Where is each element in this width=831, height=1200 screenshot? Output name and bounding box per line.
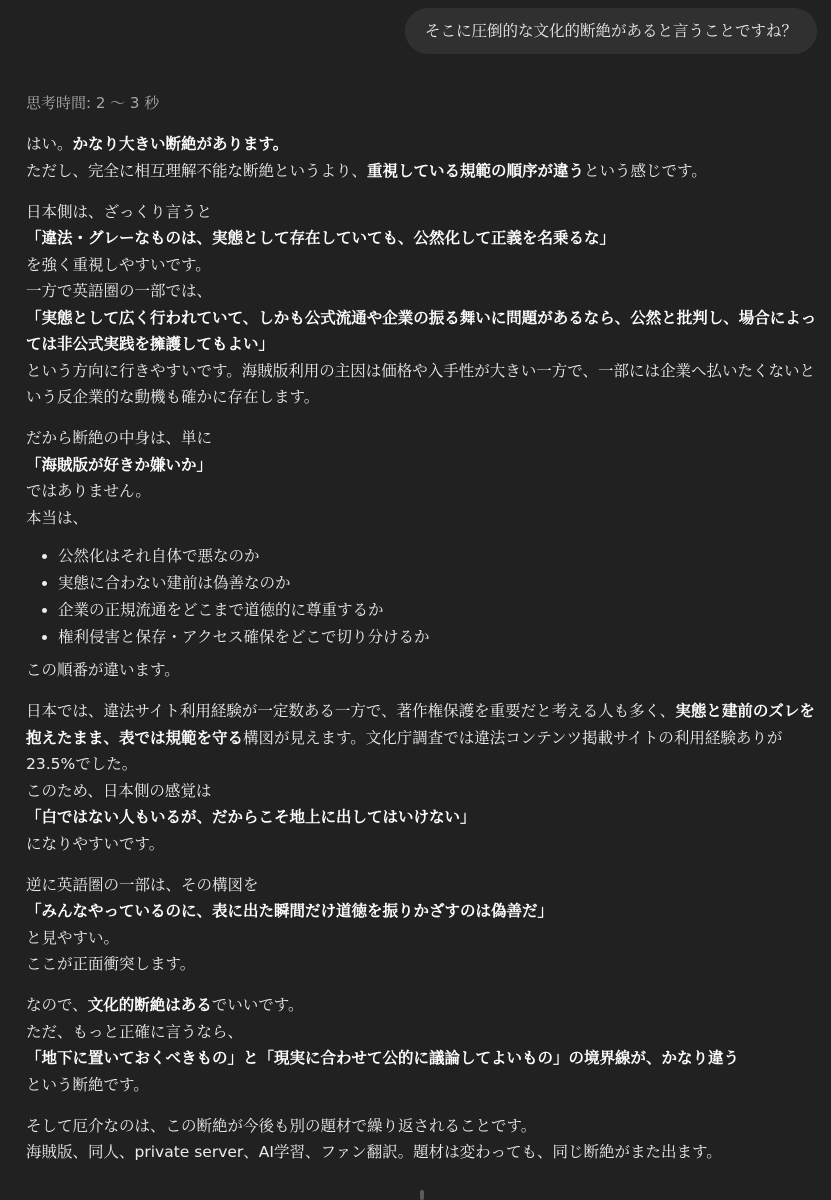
list-item: • 公然化はそれ自体で悪なのか xyxy=(58,543,826,570)
quote-english: 「実態として広く行われていて、しかも公式流通や企業の振る舞いに問題があるなら、公然と批判し、場合によっては非公式実践を擁護してもよい」 xyxy=(26,308,817,353)
user-message-bubble xyxy=(405,8,817,54)
bold-text: 重視している規範の順序が違う xyxy=(367,161,585,180)
quote-pirate: 「海賊版が好きか嫌いか」 xyxy=(26,455,213,474)
text-line: 日本側は、ざっくり言うと xyxy=(26,202,213,221)
text-line: 本当は、 xyxy=(26,508,89,527)
text-span: でいいです。 xyxy=(211,996,304,1014)
text-line: という方向に行きやすいです。海賊版利用の主因は価格や入手性が大きい一方で、一部には企業へ払いたくないという反企業的な動機も確かに存在します。 xyxy=(26,361,815,406)
text-span: はい。 xyxy=(26,135,73,153)
text-line: 海賊版、同人、private server、AI学習、ファン翻訳。題材は変わっても、同じ断絶がまた出ます。 xyxy=(26,1143,722,1161)
text-line: という断絶です。 xyxy=(26,1075,149,1094)
bold-text: 文化的断絶はある xyxy=(87,996,212,1014)
quote-japan: 「違法・グレーなものは、実態として存在していても、公然化して正義を名乗るな」 xyxy=(26,229,616,247)
text-line: になりやすいです。 xyxy=(26,834,165,853)
scroll-indicator[interactable] xyxy=(420,1190,424,1200)
text-line: 一方で英語圏の一部では、 xyxy=(26,282,213,300)
text-span: ただし、完全に相互理解不能な断絶というより、 xyxy=(26,161,368,180)
paragraph-future xyxy=(26,1113,826,1166)
paragraph-intro xyxy=(26,131,826,184)
text-span: という感じです。 xyxy=(584,161,707,180)
user-message-text: そこに圧倒的な文化的断絶があると言うことですね？ xyxy=(424,22,797,40)
assistant-response xyxy=(26,131,826,1180)
text-line: ではありません。 xyxy=(26,482,151,500)
paragraph-japan-vs-english xyxy=(26,199,826,411)
bullet-list xyxy=(26,543,826,651)
paragraph-order: この順番が違います。 xyxy=(26,661,180,679)
text-span: 日本では、違法サイト利用経験が一定数ある一方で、著作権保護を重要だと考える人も多く、 xyxy=(26,702,676,720)
text-line: 逆に英語圏の一部は、その構図を xyxy=(26,875,259,894)
text-line: だから断絶の中身は、単に xyxy=(26,429,213,447)
quote-hypocrisy: 「みんなやっているのに、表に出た瞬間だけ道徳を振りかざすのは偽善だ」 xyxy=(26,902,554,920)
text-line: を強く重視しやすいです。 xyxy=(26,255,211,274)
text-line: と見やすい。 xyxy=(26,928,120,947)
text-line: このため、日本側の感覚は xyxy=(26,781,212,800)
paragraph-conclusion xyxy=(26,992,826,1098)
paragraph-english-view xyxy=(26,872,826,978)
list-item: • 実態に合わない建前は偽善なのか xyxy=(58,570,826,597)
text-line: そして厄介なのは、この断絶が今後も別の題材で繰り返されることです。 xyxy=(26,1116,537,1135)
paragraph-japan-survey xyxy=(26,698,826,857)
text-span: なので、 xyxy=(26,996,88,1014)
list-item: • 権利侵害と保存・アクセス確保をどこで切り分けるか xyxy=(58,624,826,651)
paragraph-content xyxy=(26,425,826,531)
bold-text: 実態と建前のズレを抱えたまま、表では規範を守る xyxy=(26,702,815,747)
list-item: • 企業の正規流通をどこまで道徳的に尊重するか xyxy=(58,597,826,624)
quote-boundary: 「地下に置いておくべきもの」と「現実に合わせて公的に議論してよいもの」の境界線が、かなり違う xyxy=(26,1049,740,1067)
quote-underground: 「白ではない人もいるが、だからこそ地上に出してはいけない」 xyxy=(26,808,476,826)
text-span: 構図が見えます。文化庁調査では違法コンテンツ掲載サイトの利用経験ありが23.5%でした。 xyxy=(26,728,783,773)
text-line: ただ、もっと正確に言うなら、 xyxy=(26,1022,244,1041)
bold-text: かなり大きい断絶があります。 xyxy=(72,135,289,153)
thinking-time-label: 思考時間: 2 〜 3 秒 xyxy=(26,94,160,112)
text-line: ここが正面衝突します。 xyxy=(26,955,196,973)
thinking-time-toggle[interactable] xyxy=(26,90,159,116)
